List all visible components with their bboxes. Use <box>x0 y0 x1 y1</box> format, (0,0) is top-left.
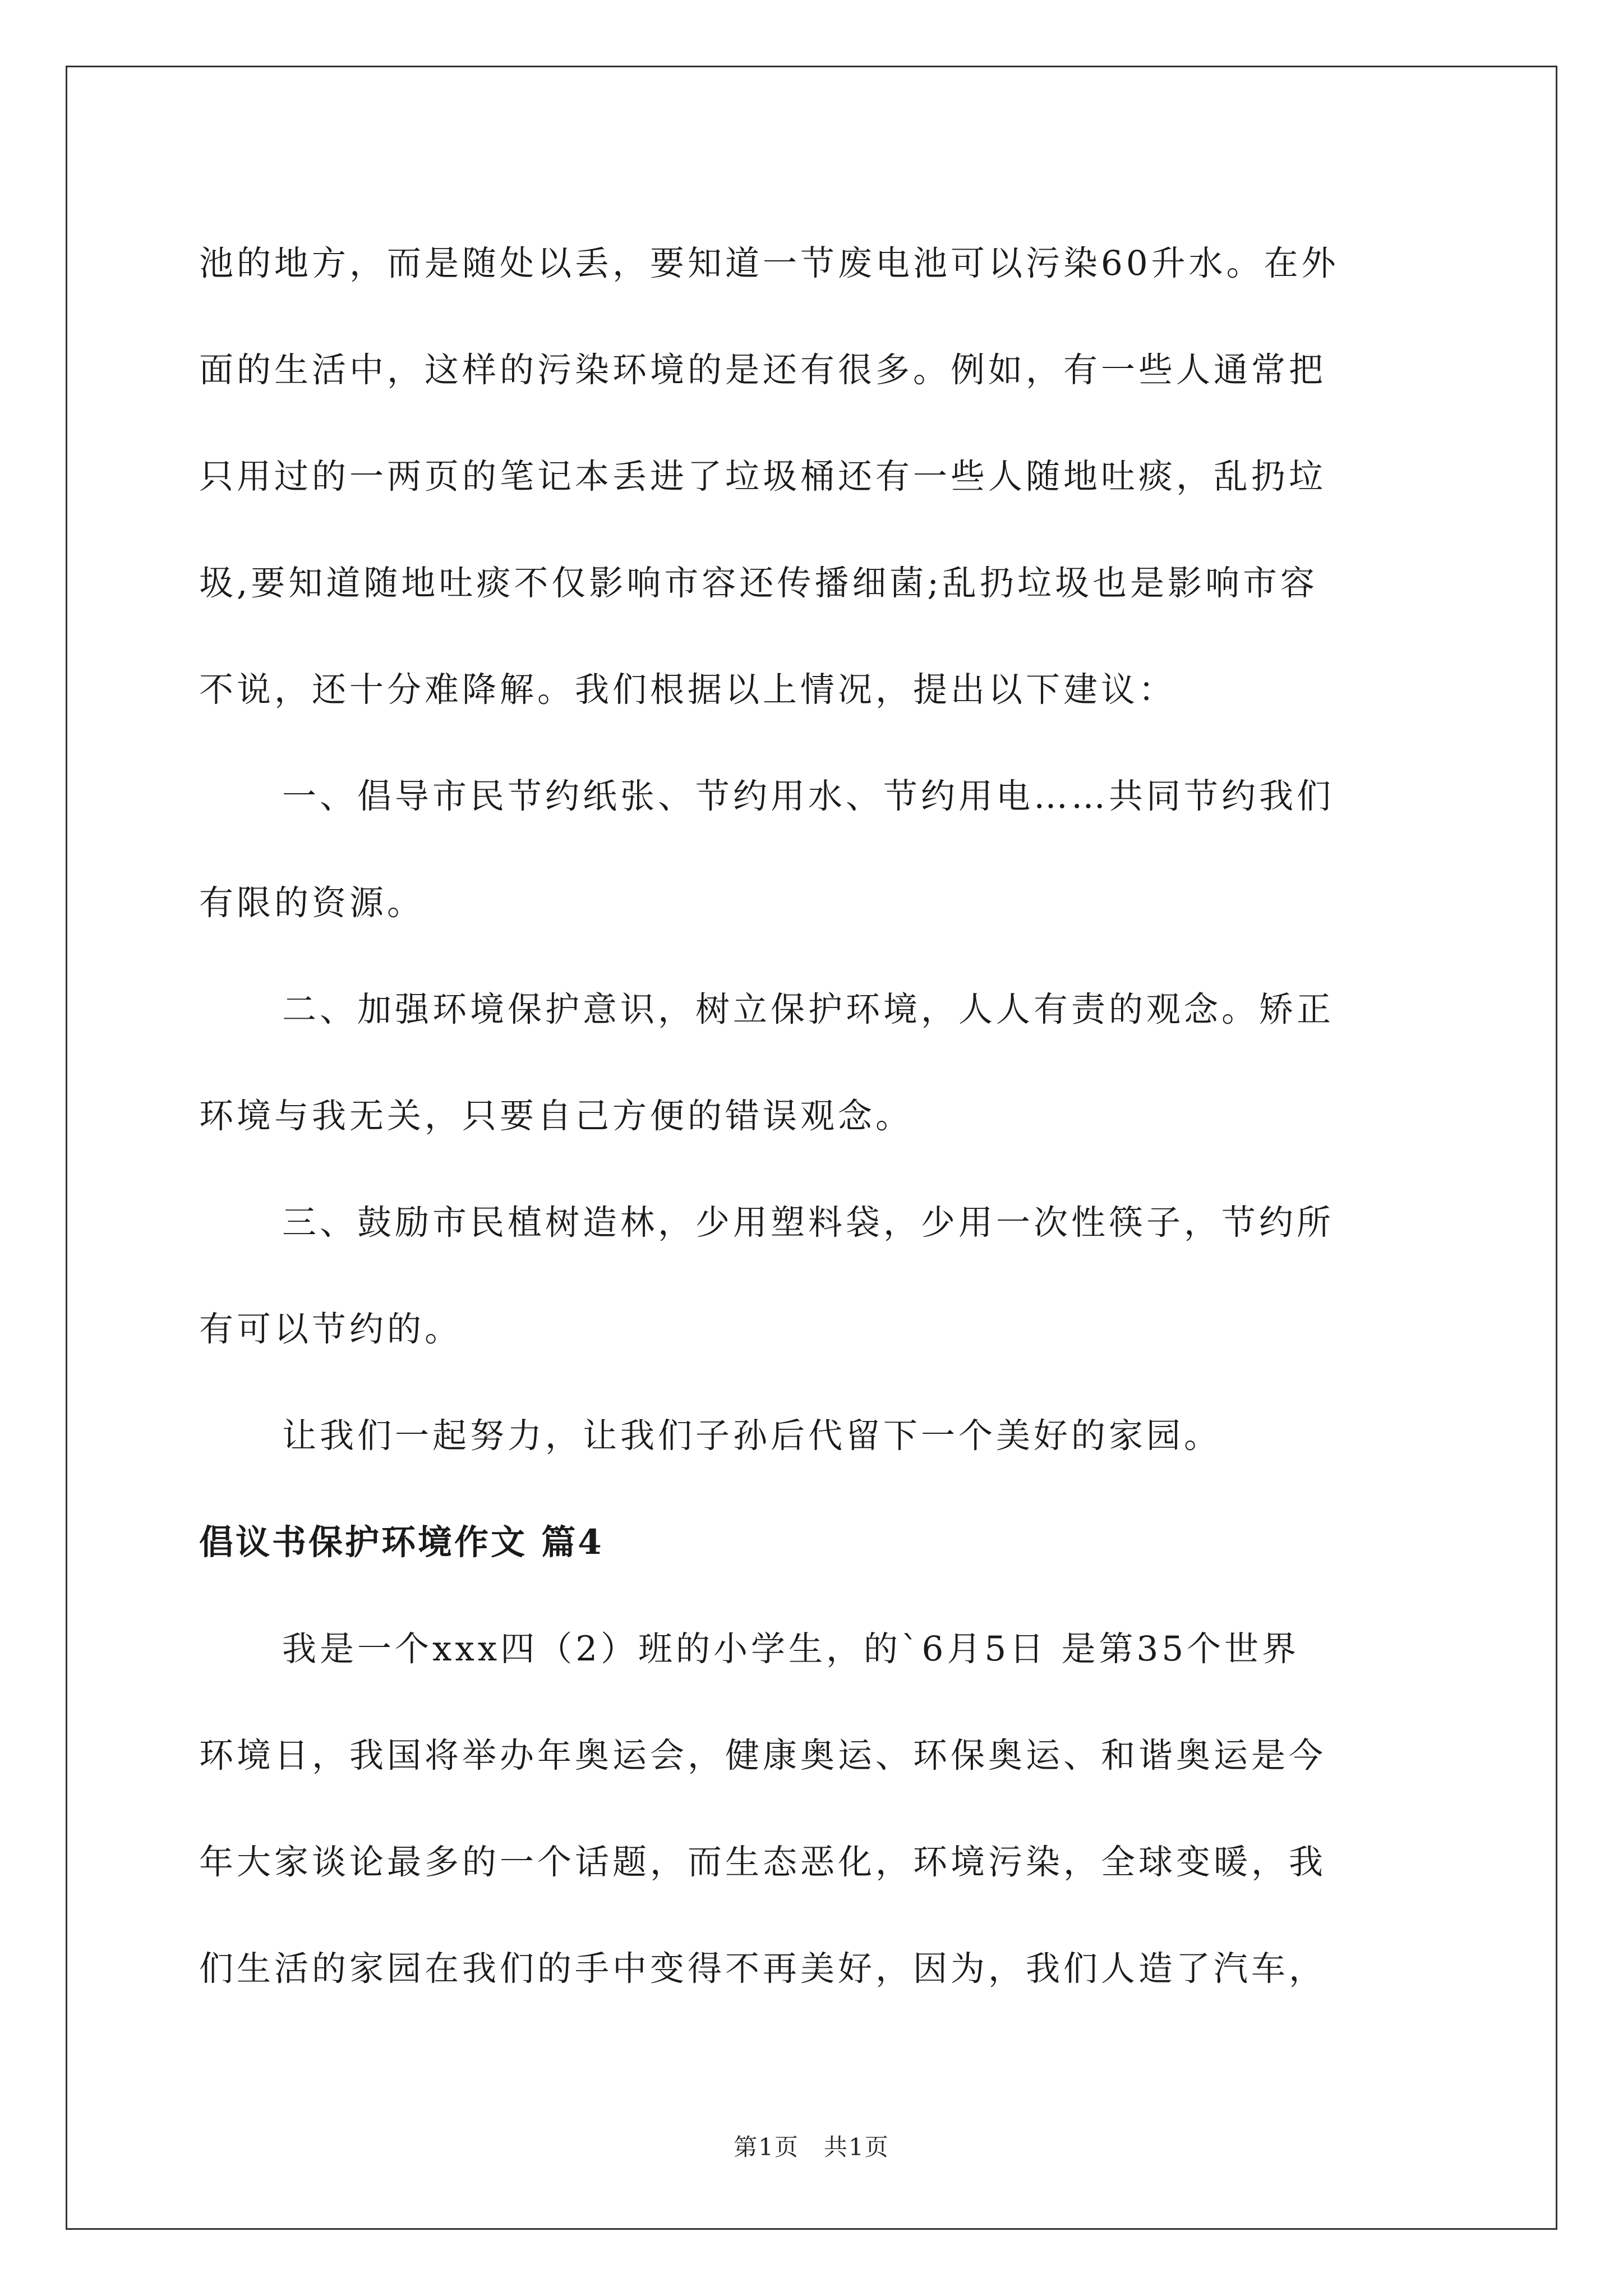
text-line: 池的地方，而是随处以丢，要知道一节废电池可以污染60升水。在外 <box>199 243 1339 283</box>
text-line: 只用过的一两页的笔记本丢进了垃圾桶还有一些人随地吐痰，乱扔垃 <box>199 457 1327 496</box>
paragraph-essay-4 <box>199 1596 1433 2022</box>
paragraph-closing <box>199 1383 1433 1489</box>
document-body <box>199 210 1433 2022</box>
page-footer: 第1页 共1页 <box>734 2133 889 2161</box>
text-line: 圾,要知道随地吐痰不仅影响市容还传播细菌;乱扔垃圾也是影响市容 <box>199 563 1318 603</box>
paragraph-suggestion-1 <box>199 743 1433 956</box>
text-line: 有限的资源。 <box>199 883 425 923</box>
paragraph-continued <box>199 210 1433 743</box>
text-line: 环境日，我国将举办年奥运会，健康奥运、环保奥运、和谐奥运是今 <box>199 1736 1327 1775</box>
text-line: 三、鼓励市民植树造林，少用塑料袋，少用一次性筷子，节约所 <box>282 1203 1335 1243</box>
text-line: 让我们一起努力，让我们子孙后代留下一个美好的家园。 <box>282 1416 1222 1456</box>
text-line: 不说，还十分难降解。我们根据以上情况，提出以下建议： <box>199 670 1177 710</box>
text-line: 年大家谈论最多的一个话题，而生态恶化，环境污染，全球变暖，我 <box>199 1842 1327 1882</box>
paragraph-suggestion-3 <box>199 1170 1433 1383</box>
text-line: 们生活的家园在我们的手中变得不再美好，因为，我们人造了汽车， <box>199 1949 1327 1989</box>
section-heading: 倡议书保护环境作文 篇4 <box>199 1522 604 1562</box>
text-line: 我是一个xxx四（2）班的小学生，的`6月5日 是第35个世界 <box>282 1629 1300 1669</box>
paragraph-suggestion-2 <box>199 956 1433 1170</box>
text-line: 一、倡导市民节约纸张、节约用水、节约用电……共同节约我们 <box>282 776 1335 816</box>
text-line: 有可以节约的。 <box>199 1309 463 1349</box>
text-line: 面的生活中，这样的污染环境的是还有很多。例如，有一些人通常把 <box>199 350 1327 390</box>
text-line: 环境与我无关，只要自己方便的错误观念。 <box>199 1096 914 1136</box>
text-line: 二、加强环境保护意识，树立保护环境，人人有责的观念。矫正 <box>282 990 1335 1029</box>
